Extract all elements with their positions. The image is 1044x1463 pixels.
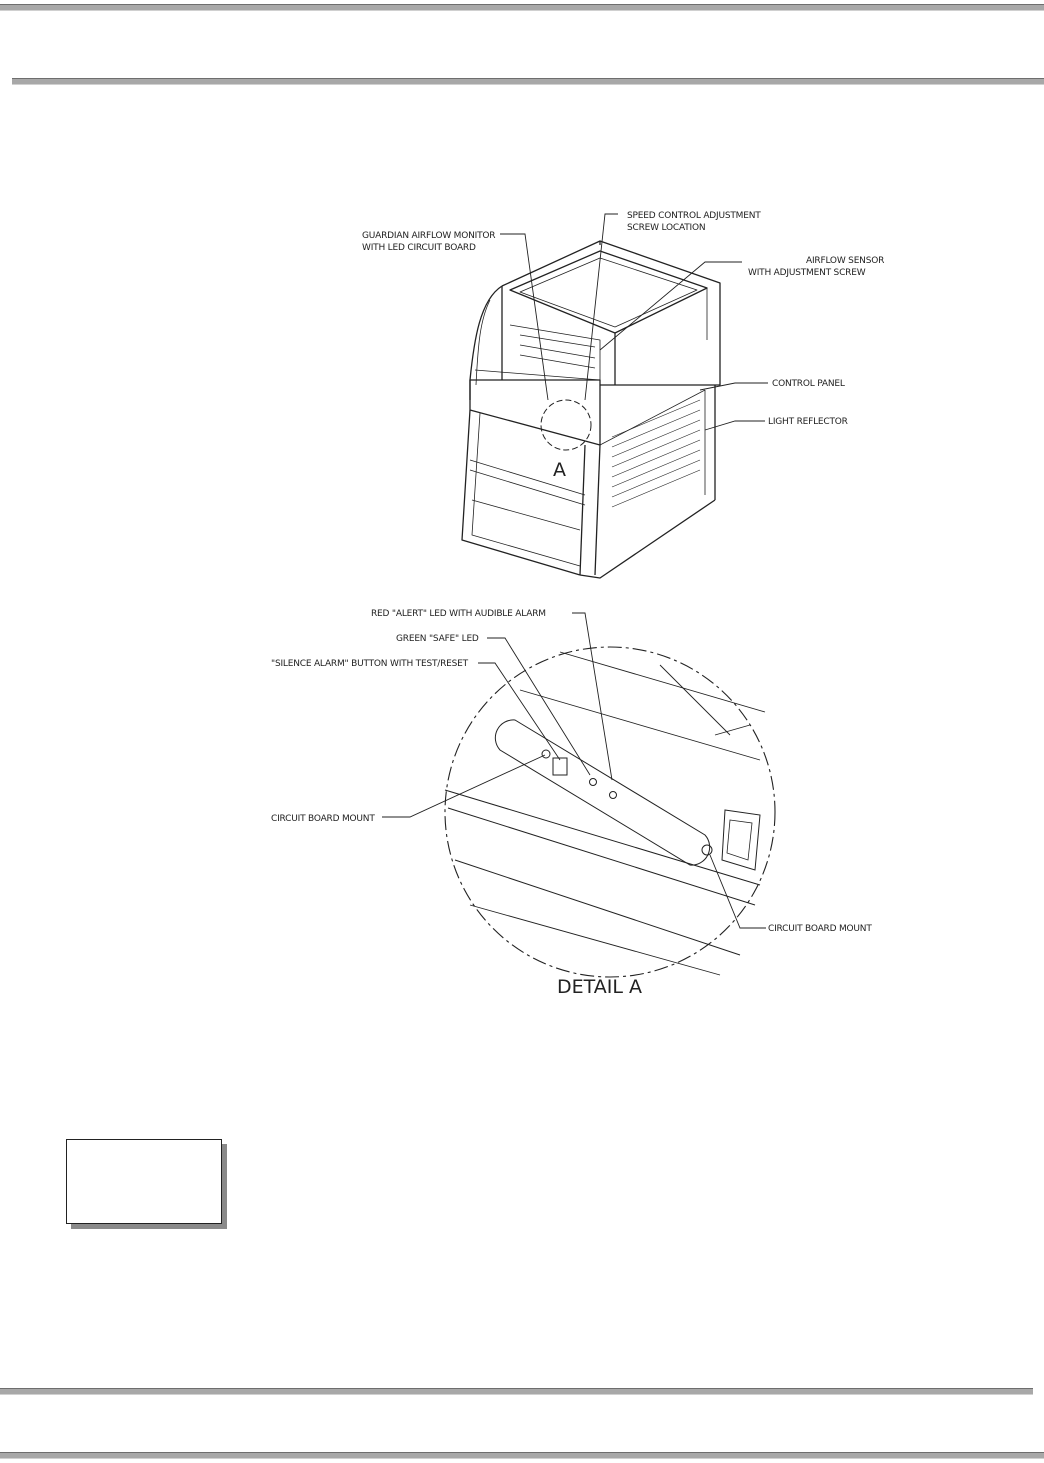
- speed-control-label-line1: SPEED CONTROL ADJUSTMENT: [627, 211, 761, 221]
- light-reflector-label: LIGHT REFLECTOR: [768, 417, 848, 427]
- detail-marker-label: A: [553, 459, 566, 481]
- detail-a-title: DETAIL A: [557, 976, 642, 998]
- red-alert-led-label: RED "ALERT" LED WITH AUDIBLE ALARM: [371, 609, 546, 619]
- guardian-monitor-label-line2: WITH LED CIRCUIT BOARD: [362, 243, 476, 253]
- speed-control-label-line2: SCREW LOCATION: [627, 223, 706, 233]
- footer-bottom-rule: [0, 1452, 1044, 1459]
- circuit-board-mount-right-label: CIRCUIT BOARD MOUNT: [768, 924, 872, 934]
- leader-lines: [382, 214, 768, 928]
- guardian-monitor-label-line1: GUARDIAN AIRFLOW MONITOR: [362, 231, 496, 241]
- airflow-sensor-label-line1: AIRFLOW SENSOR: [806, 256, 885, 266]
- note-box: [66, 1139, 222, 1224]
- footer-top-rule: [0, 1388, 1033, 1395]
- silence-alarm-label: "SILENCE ALARM" BUTTON WITH TEST/RESET: [271, 659, 468, 669]
- fume-hood-cabinet: [462, 241, 720, 578]
- green-safe-led-label: GREEN "SAFE" LED: [396, 634, 479, 644]
- circuit-board-mount-left-label: CIRCUIT BOARD MOUNT: [271, 814, 375, 824]
- callout-labels: [271, 211, 884, 998]
- control-panel-label: CONTROL PANEL: [772, 379, 845, 389]
- detail-a-view: [445, 647, 775, 977]
- airflow-sensor-label-line2: WITH ADJUSTMENT SCREW: [748, 268, 866, 278]
